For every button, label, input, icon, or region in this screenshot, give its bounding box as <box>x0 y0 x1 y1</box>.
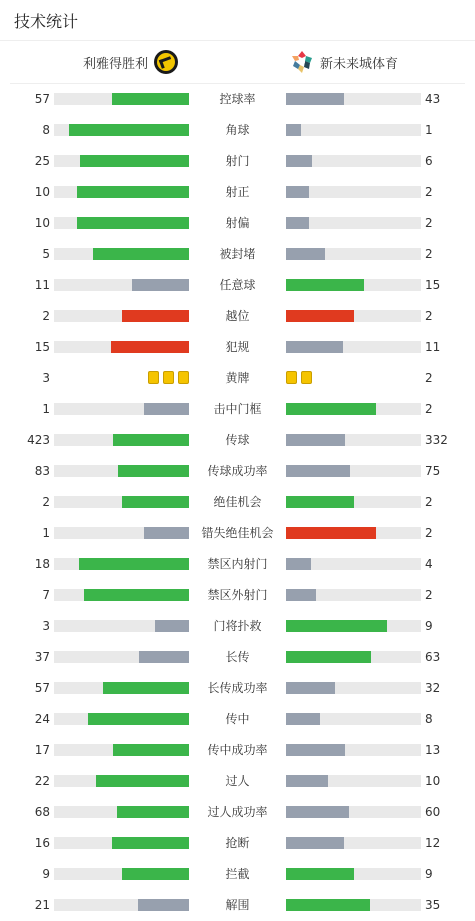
home-stat-value: 2 <box>42 309 50 323</box>
home-stat-bar-fill <box>118 465 189 477</box>
away-stat-bar-fill <box>286 186 309 198</box>
away-stat-bar <box>286 403 421 415</box>
stats-list <box>0 84 475 921</box>
yellow-card-icon <box>163 371 174 384</box>
away-stat-value: 32 <box>425 681 441 695</box>
home-stat-bar <box>54 124 189 136</box>
away-stat-bar <box>286 775 421 787</box>
stat-row <box>0 301 475 332</box>
stat-label: 传中 <box>225 712 250 726</box>
teams-bar <box>10 41 465 84</box>
away-stat-bar <box>286 217 421 229</box>
stat-label: 任意球 <box>219 278 256 292</box>
away-stat-value: 4 <box>425 557 433 571</box>
away-stat-bar <box>286 124 421 136</box>
away-stat-bar-fill <box>286 434 345 446</box>
stat-row <box>0 766 475 797</box>
away-stat-bar-fill <box>286 403 376 415</box>
away-stat-bar <box>286 434 421 446</box>
stat-row <box>0 642 475 673</box>
home-stat-bar <box>54 465 189 477</box>
home-stat-value: 10 <box>34 185 50 199</box>
stat-row <box>0 611 475 642</box>
stat-label: 击中门框 <box>213 402 262 416</box>
away-stat-value: 8 <box>425 712 433 726</box>
away-stat-bar-fill <box>286 124 301 136</box>
home-stat-bar <box>54 496 189 508</box>
home-stat-value: 25 <box>34 154 50 168</box>
away-stat-bar-fill <box>286 155 312 167</box>
home-stat-bar-fill <box>93 248 189 260</box>
home-stat-value: 24 <box>34 712 50 726</box>
away-stat-value: 60 <box>425 805 441 819</box>
stat-label: 黄牌 <box>225 371 250 385</box>
stat-label: 抢断 <box>225 836 250 850</box>
home-stat-bar-fill <box>144 403 189 415</box>
home-stat-value: 10 <box>34 216 50 230</box>
away-stat-value: 2 <box>425 247 433 261</box>
home-stat-value: 83 <box>34 464 50 478</box>
stat-label: 控球率 <box>219 92 256 106</box>
stat-label: 禁区外射门 <box>207 588 268 602</box>
stat-label: 过人成功率 <box>207 805 268 819</box>
yellow-card-icon <box>286 371 297 384</box>
stat-label: 传球 <box>225 433 250 447</box>
away-team-name: 新未来城体育 <box>320 56 399 72</box>
stat-label: 禁区内射门 <box>207 557 268 571</box>
home-stat-bar-fill <box>112 93 189 105</box>
away-stat-bar <box>286 620 421 632</box>
home-stat-value: 22 <box>34 774 50 788</box>
stat-row <box>0 456 475 487</box>
home-team-logo-icon <box>154 50 178 74</box>
stat-row <box>0 673 475 704</box>
home-stat-value: 37 <box>34 650 50 664</box>
home-stat-bar-fill <box>77 186 190 198</box>
away-stat-bar-fill <box>286 682 335 694</box>
home-stat-bar-fill <box>155 620 189 632</box>
home-stat-bar <box>54 527 189 539</box>
home-stat-value: 16 <box>34 836 50 850</box>
home-stat-bar <box>54 620 189 632</box>
away-stat-bar <box>286 248 421 260</box>
away-stat-bar <box>286 837 421 849</box>
stat-label: 解围 <box>225 898 250 912</box>
away-stat-bar-fill <box>286 558 311 570</box>
away-stat-bar <box>286 465 421 477</box>
home-team-name: 利雅得胜利 <box>82 56 148 72</box>
away-stat-bar-fill <box>286 713 320 725</box>
away-stat-bar <box>286 186 421 198</box>
away-stat-bar <box>286 155 421 167</box>
home-stat-value: 1 <box>42 402 50 416</box>
away-stat-bar-fill <box>286 248 325 260</box>
away-stat-bar <box>286 341 421 353</box>
home-stat-bar <box>54 651 189 663</box>
home-stat-value: 57 <box>34 92 50 106</box>
home-stat-bar-fill <box>96 775 189 787</box>
away-stat-bar <box>286 868 421 880</box>
stat-label: 犯规 <box>225 340 250 354</box>
away-stat-bar-fill <box>286 465 350 477</box>
away-team-logo-icon <box>290 50 314 74</box>
away-stat-value: 1 <box>425 123 433 137</box>
stat-label: 长传 <box>225 650 250 664</box>
away-team[interactable] <box>290 41 398 83</box>
home-stat-value: 9 <box>42 867 50 881</box>
stat-row <box>0 239 475 270</box>
home-stat-bar <box>54 868 189 880</box>
stat-row <box>0 704 475 735</box>
away-stat-bar <box>286 744 421 756</box>
away-stat-value: 75 <box>425 464 441 478</box>
stat-label: 绝佳机会 <box>213 495 262 509</box>
away-stat-bar <box>286 310 421 322</box>
away-stat-bar-fill <box>286 589 316 601</box>
stat-label: 传球成功率 <box>207 464 268 478</box>
stat-row <box>0 580 475 611</box>
home-stat-value: 423 <box>27 433 50 447</box>
home-stat-bar <box>54 93 189 105</box>
home-stat-value: 15 <box>34 340 50 354</box>
stat-row <box>0 425 475 456</box>
home-stat-bar <box>54 713 189 725</box>
yellow-card-icon <box>148 371 159 384</box>
stat-row <box>0 487 475 518</box>
home-stat-value: 68 <box>34 805 50 819</box>
home-stat-value: 2 <box>42 495 50 509</box>
away-stat-bar-fill <box>286 744 345 756</box>
home-stat-value: 7 <box>42 588 50 602</box>
home-stat-value: 1 <box>42 526 50 540</box>
away-stat-bar-fill <box>286 527 376 539</box>
away-stat-value: 6 <box>425 154 433 168</box>
away-stat-value: 35 <box>425 898 441 912</box>
away-stat-value: 13 <box>425 743 441 757</box>
away-stat-value: 2 <box>425 526 433 540</box>
away-stat-bar-fill <box>286 651 371 663</box>
home-stat-bar <box>54 248 189 260</box>
away-stat-value: 12 <box>425 836 441 850</box>
home-stat-bar <box>54 558 189 570</box>
home-stat-bar-fill <box>111 341 189 353</box>
away-stat-bar-fill <box>286 899 370 911</box>
away-stat-bar-fill <box>286 217 309 229</box>
away-stat-bar-fill <box>286 868 354 880</box>
home-stat-bar <box>54 434 189 446</box>
home-stat-bar <box>54 806 189 818</box>
stat-row <box>0 890 475 921</box>
yellow-card-icon <box>301 371 312 384</box>
home-stat-bar-fill <box>77 217 190 229</box>
away-stat-bar <box>286 589 421 601</box>
away-stat-value: 43 <box>425 92 441 106</box>
stat-label: 长传成功率 <box>207 681 268 695</box>
home-stat-value: 11 <box>34 278 50 292</box>
away-stat-bar-fill <box>286 341 343 353</box>
stat-row <box>0 549 475 580</box>
stat-label: 拦截 <box>225 867 250 881</box>
home-stat-value: 8 <box>42 123 50 137</box>
away-stat-bar <box>286 558 421 570</box>
stat-row <box>0 797 475 828</box>
home-stat-bar <box>54 744 189 756</box>
away-stat-bar <box>286 713 421 725</box>
home-stat-value: 3 <box>42 371 50 385</box>
stat-row <box>0 115 475 146</box>
stat-row <box>0 828 475 859</box>
away-stat-bar-fill <box>286 310 354 322</box>
away-stat-bar-fill <box>286 775 328 787</box>
home-stat-value: 57 <box>34 681 50 695</box>
home-stat-bar-fill <box>113 744 190 756</box>
away-stat-bar-fill <box>286 496 354 508</box>
home-stat-bar-fill <box>117 806 189 818</box>
away-stat-bar-fill <box>286 279 364 291</box>
away-stat-bar <box>286 527 421 539</box>
home-stat-value: 21 <box>34 898 50 912</box>
home-stat-bar-fill <box>80 155 189 167</box>
away-stat-bar <box>286 93 421 105</box>
home-stat-bar <box>54 310 189 322</box>
stat-label: 射正 <box>225 185 250 199</box>
home-stat-value: 18 <box>34 557 50 571</box>
stat-row <box>0 518 475 549</box>
away-stat-bar <box>286 651 421 663</box>
stat-label: 门将扑救 <box>213 619 262 633</box>
away-stat-bar-fill <box>286 837 344 849</box>
stat-label: 过人 <box>225 774 250 788</box>
home-stat-value: 5 <box>42 247 50 261</box>
away-stat-value: 2 <box>425 309 433 323</box>
home-team[interactable] <box>83 41 178 83</box>
home-stat-bar-fill <box>113 434 189 446</box>
stat-row <box>0 146 475 177</box>
stat-row <box>0 270 475 301</box>
away-stat-bar-fill <box>286 620 387 632</box>
stat-label: 射门 <box>225 154 250 168</box>
away-stat-bar-fill <box>286 93 344 105</box>
home-stat-bar <box>54 899 189 911</box>
away-stat-bar <box>286 806 421 818</box>
stat-label: 被封堵 <box>219 247 256 261</box>
home-stat-bar <box>54 837 189 849</box>
stat-row <box>0 84 475 115</box>
away-stat-value: 11 <box>425 340 441 354</box>
away-stat-value: 2 <box>425 588 433 602</box>
away-stat-bar-fill <box>286 806 349 818</box>
stat-label: 错失绝佳机会 <box>201 526 274 540</box>
home-stat-value: 3 <box>42 619 50 633</box>
home-yellow-cards <box>148 371 189 385</box>
away-stat-bar <box>286 682 421 694</box>
home-stat-bar-fill <box>122 310 190 322</box>
home-stat-bar-fill <box>79 558 189 570</box>
page-title: 技术统计 <box>14 11 79 31</box>
home-stat-bar-fill <box>103 682 189 694</box>
stat-label: 射偏 <box>225 216 250 230</box>
home-stat-bar-fill <box>139 651 189 663</box>
home-stat-bar-fill <box>122 496 190 508</box>
yellow-card-icon <box>178 371 189 384</box>
away-stat-value: 2 <box>425 216 433 230</box>
away-stat-value: 2 <box>425 495 433 509</box>
stat-row <box>0 208 475 239</box>
home-stat-bar <box>54 589 189 601</box>
home-stat-bar-fill <box>84 589 189 601</box>
home-stat-bar-fill <box>112 837 189 849</box>
away-stat-value: 63 <box>425 650 441 664</box>
away-stat-value: 332 <box>425 433 448 447</box>
home-stat-bar <box>54 682 189 694</box>
home-stat-bar <box>54 217 189 229</box>
away-stat-bar <box>286 899 421 911</box>
home-stat-bar <box>54 341 189 353</box>
away-stat-value: 9 <box>425 867 433 881</box>
home-stat-bar-fill <box>144 527 189 539</box>
stat-row <box>0 332 475 363</box>
home-stat-bar-fill <box>138 899 189 911</box>
stat-label: 传中成功率 <box>207 743 268 757</box>
away-stat-value: 2 <box>425 371 433 385</box>
away-stat-value: 15 <box>425 278 441 292</box>
home-stat-bar-fill <box>122 868 190 880</box>
away-stat-value: 9 <box>425 619 433 633</box>
stat-row <box>0 859 475 890</box>
away-stat-value: 2 <box>425 185 433 199</box>
home-stat-bar-fill <box>69 124 189 136</box>
home-stat-bar <box>54 775 189 787</box>
home-stat-bar <box>54 155 189 167</box>
home-stat-bar <box>54 403 189 415</box>
home-stat-bar <box>54 279 189 291</box>
away-stat-value: 2 <box>425 402 433 416</box>
away-yellow-cards <box>286 371 312 385</box>
home-stat-value: 17 <box>34 743 50 757</box>
stat-label: 越位 <box>225 309 250 323</box>
stat-label: 角球 <box>225 123 250 137</box>
stat-row <box>0 394 475 425</box>
away-stat-bar <box>286 496 421 508</box>
home-stat-bar <box>54 186 189 198</box>
stat-row <box>0 177 475 208</box>
home-stat-bar-fill <box>88 713 189 725</box>
stat-row <box>0 735 475 766</box>
page-header <box>0 0 475 41</box>
home-stat-bar-fill <box>132 279 189 291</box>
stat-row <box>0 363 475 394</box>
away-stat-bar <box>286 279 421 291</box>
away-stat-value: 10 <box>425 774 441 788</box>
